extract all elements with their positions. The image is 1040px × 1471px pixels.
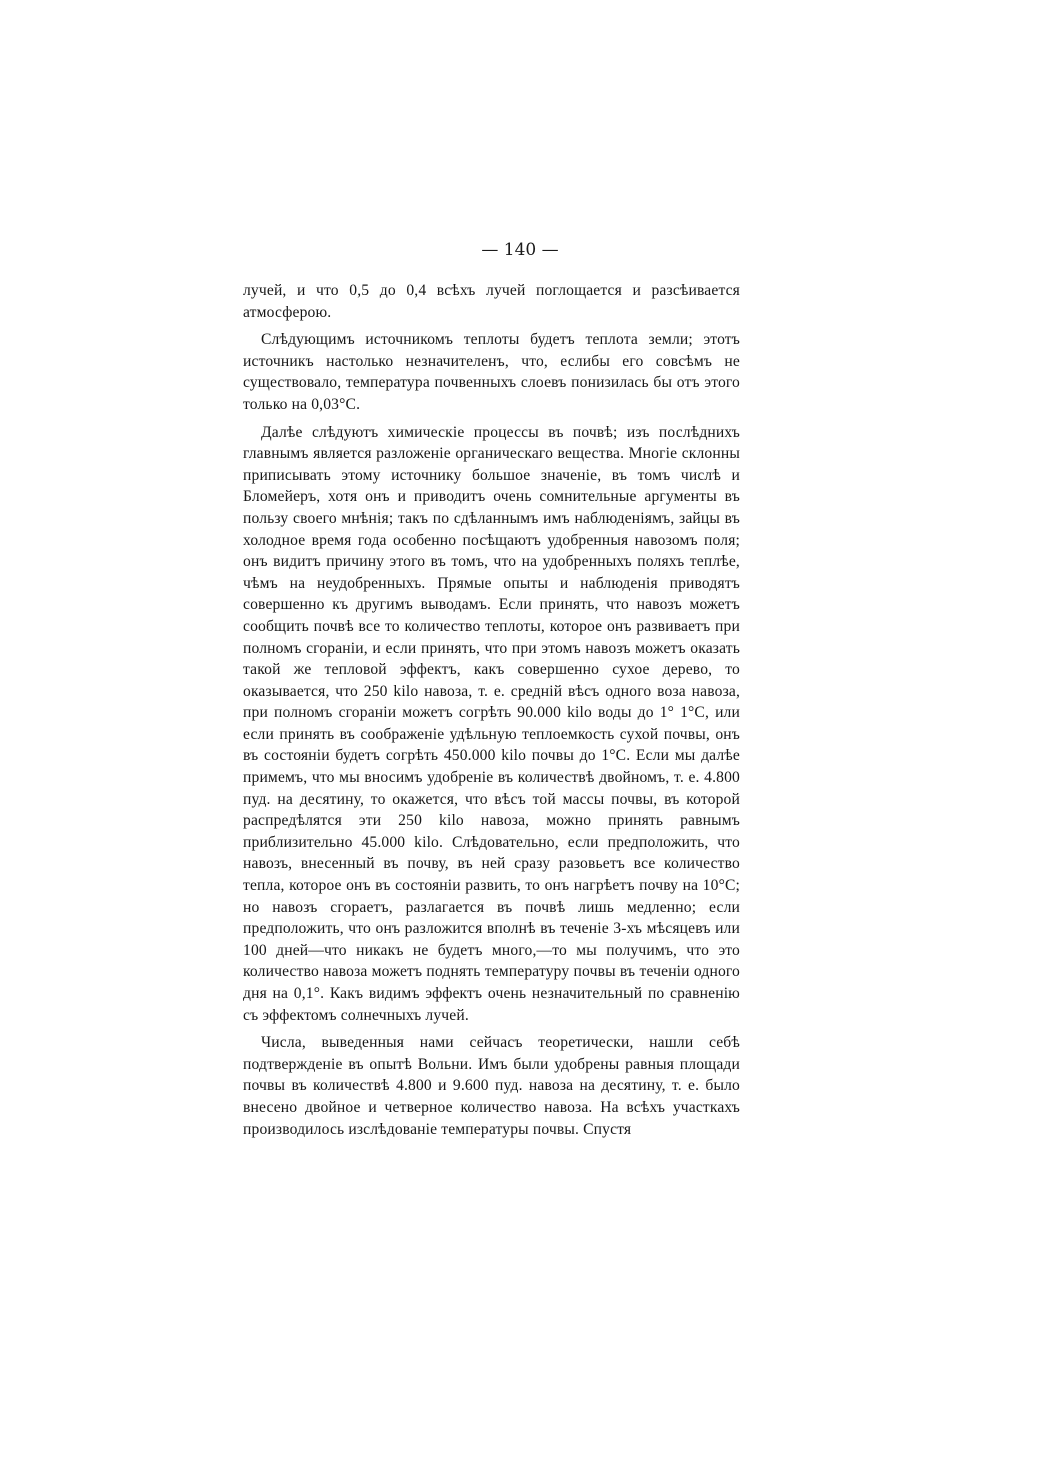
paragraph-continuation: лучей, и что 0,5 до 0,4 всѣхъ лучей поглощается и разсѣивается атмосферою.: [243, 282, 740, 321]
body-text: [243, 280, 740, 1146]
paragraph-chemical-processes: Далѣе слѣдуютъ химическіе процессы въ почвѣ; изъ послѣднихъ главнымъ является разложеніе органическаго вещества. Многіе склонны приписывать этому источнику большое значеніе, въ томъ числѣ и Бломейеръ, хотя онъ и приводитъ очень сомнительные аргументы въ пользу своего мнѣнія; такъ по сдѣланнымъ имъ наблюденіямъ, зайцы въ холодное время года особенно посѣщаютъ удобренныя навозомъ поля; онъ видитъ причину этого въ томъ, что на удобренныхъ поляхъ теплѣе, чѣмъ на неудобренныхъ. Прямые опыты и наблюденія приводятъ совершенно къ другимъ выводамъ. Если принять, что навозъ можетъ сообщить почвѣ все то количество теплоты, которое онъ развиваетъ при полномъ сгораніи, и если принять, что при этомъ навозъ можетъ оказать такой же тепловой эффектъ, какъ совершенно сухое дерево, то оказывается, что 250 kilo навоза, т. е. средній вѣсъ одного воза навоза, при полномъ сгораніи можетъ согрѣть 90.000 kilo воды до 1° 1°С, или если принять въ соображеніе удѣльную теплоемкость сухой почвы, онъ въ состояніи будетъ согрѣть 450.000 kilo почвы до 1°С. Если мы далѣе примемъ, что мы вносимъ удобреніе въ количествѣ двойномъ, т. е. 4.800 пуд. на десятину, то окажется, что вѣсъ той массы почвы, въ которой распредѣлятся эти 250 kilo навоза, можно принять равнымъ приблизительно 45.000 kilo. Слѣдовательно, если предположить, что навозъ, внесенный въ почву, въ ней сразу разовьетъ все количество тепла, которое онъ въ состояніи развить, то онъ нагрѣетъ почву на 10°С; но навозъ сгораетъ, разлагается въ почвѣ лишь медленно; если предположить, что онъ разложится вполнѣ въ теченіе 3-хъ мѣсяцевъ или 100 дней—что никакъ не будетъ много,—то мы получимъ, что это количество навоза можетъ поднять температуру почвы въ теченіи одного дня на 0,1°. Какъ видимъ эффектъ очень незначительный по сравненію съ эффектомъ солнечныхъ лучей.: [243, 423, 740, 1024]
paragraph-wollny-experiment: Числа, выведенныя нами сейчасъ теоретически, нашли себѣ подтвержденіе въ опытѣ Вольни. Имъ были удобрены равныя площади почвы въ количествѣ 4.800 и 9.600 пуд. навоза на десятину, т. е. было внесено двойное и четверное количество навоза. На всѣхъ участкахъ производилось изслѣдованіе температуры почвы. Спустя: [243, 1034, 740, 1138]
page-number: — 140 —: [481, 240, 559, 260]
paragraph-earth-heat: Слѣдующимъ источникомъ теплоты будетъ теплота земли; этотъ источникъ настолько незначителенъ, что, еслибы его совсѣмъ не существовало, температура почвенныхъ слоевъ понизилась бы отъ этого только на 0,03°С.: [243, 331, 740, 413]
